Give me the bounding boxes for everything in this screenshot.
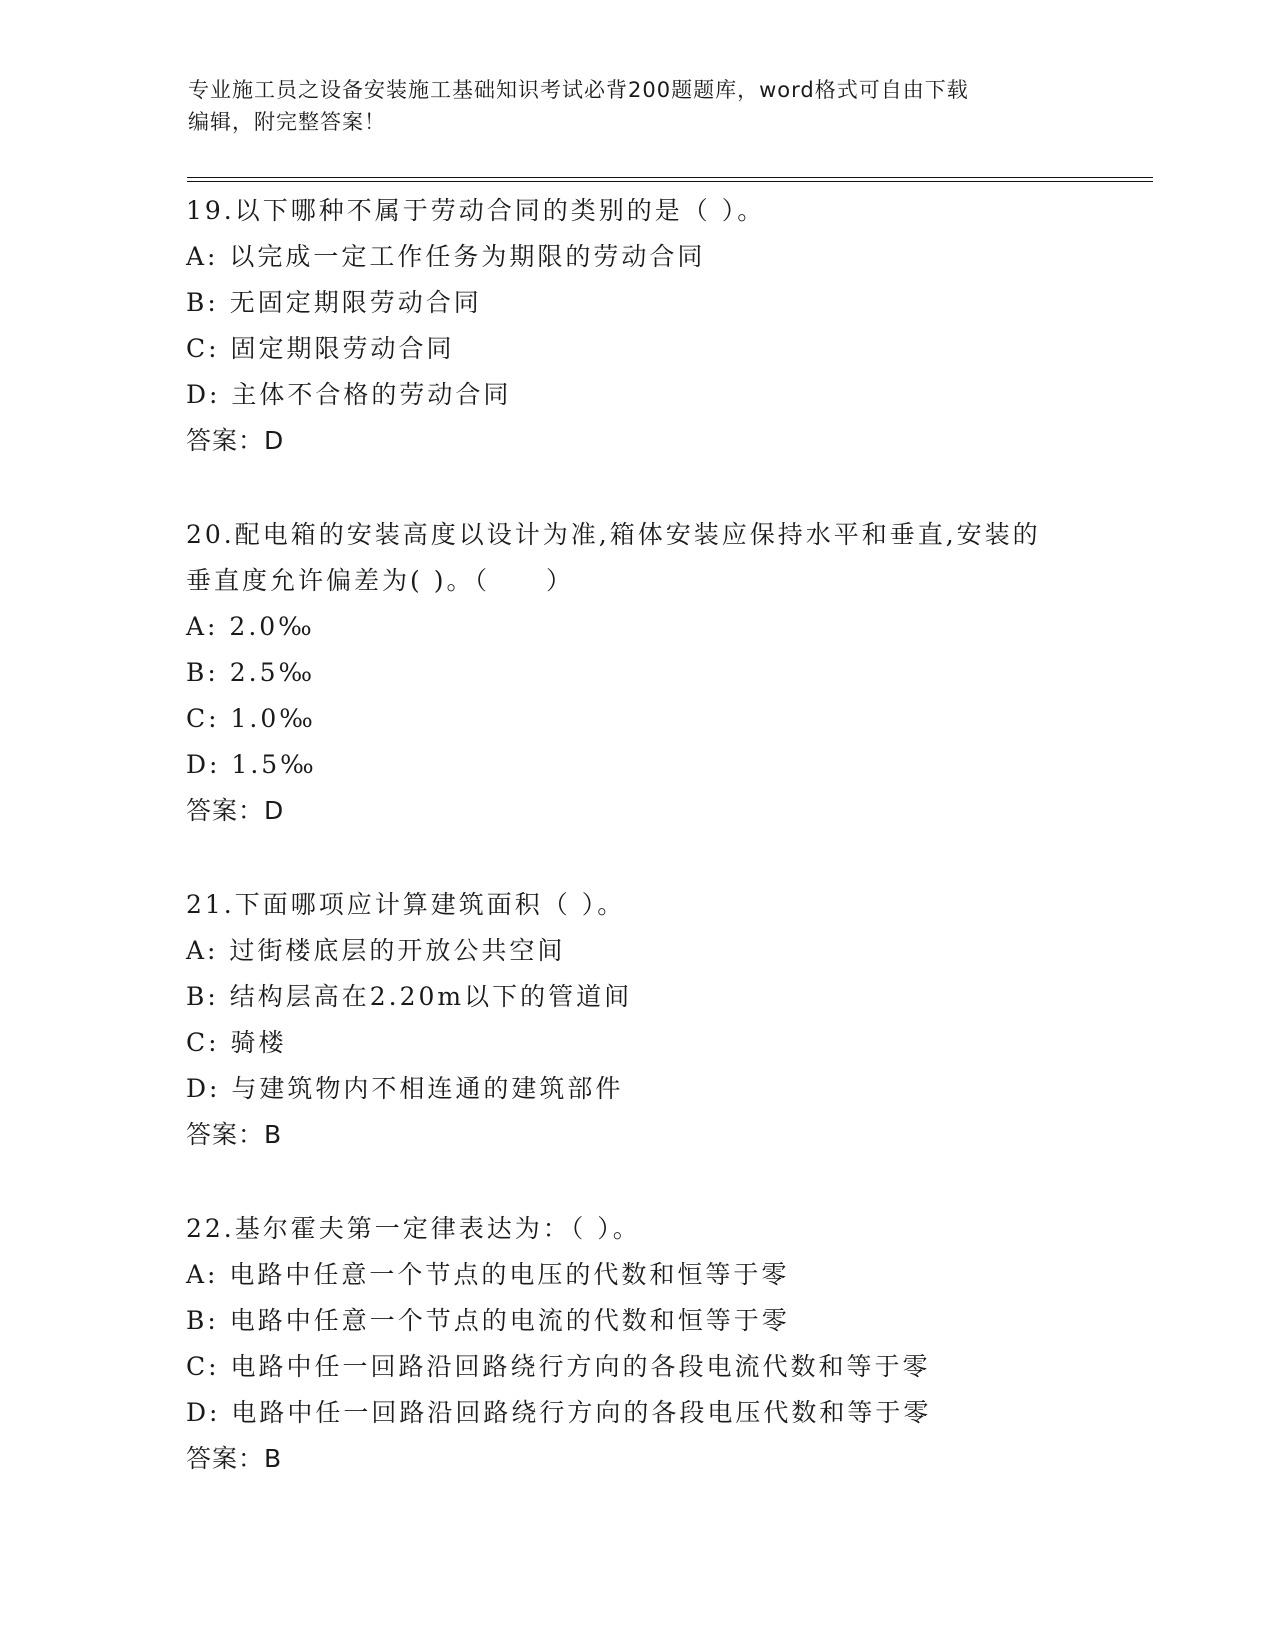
option-c: C: 固定期限劳动合同 (186, 334, 455, 363)
option-b: B: 2.5‰ (186, 658, 316, 687)
question-text: 21.下面哪项应计算建筑面积（ ）。 (186, 890, 626, 919)
option-d: D: 1.5‰ (186, 750, 317, 779)
option-c: C: 电路中任一回路沿回路绕行方向的各段电流代数和等于零 (186, 1352, 931, 1381)
option-d: D: 主体不合格的劳动合同 (186, 380, 512, 409)
option-a: A: 过街楼底层的开放公共空间 (186, 936, 566, 965)
question-21 (186, 882, 1186, 1158)
option-c: C: 骑楼 (186, 1028, 287, 1057)
question-list (186, 188, 1186, 1530)
answer: 答案：D (186, 796, 285, 825)
question-text: 19.以下哪种不属于劳动合同的类别的是（ ）。 (186, 196, 766, 225)
option-c: C: 1.0‰ (186, 704, 316, 733)
header-title-line-2: 编辑，附完整答案！ (188, 110, 386, 134)
question-text-continued: 垂直度允许偏差为( )。（ ） (186, 566, 574, 595)
question-22 (186, 1206, 1186, 1482)
question-19 (186, 188, 1186, 464)
option-d: D: 电路中任一回路沿回路绕行方向的各段电压代数和等于零 (186, 1398, 932, 1427)
answer: 答案：D (186, 426, 285, 455)
header-divider (187, 177, 1153, 182)
answer: 答案：B (186, 1120, 283, 1149)
option-b: B: 结构层高在2.20m以下的管道间 (186, 982, 633, 1011)
option-d: D: 与建筑物内不相连通的建筑部件 (186, 1074, 624, 1103)
option-b: B: 无固定期限劳动合同 (186, 288, 482, 317)
question-20 (186, 512, 1186, 834)
document-header (188, 74, 1088, 138)
option-a: A: 2.0‰ (186, 612, 315, 641)
header-title-line-1: 专业施工员之设备安装施工基础知识考试必背200题题库，word格式可自由下载 (188, 78, 969, 102)
question-text: 20.配电箱的安装高度以设计为准,箱体安装应保持水平和垂直,安装的 (186, 520, 1041, 549)
question-text: 22.基尔霍夫第一定律表达为：（ ）。 (186, 1214, 641, 1243)
option-a: A: 以完成一定工作任务为期限的劳动合同 (186, 242, 706, 271)
option-a: A: 电路中任意一个节点的电压的代数和恒等于零 (186, 1260, 790, 1289)
answer: 答案：B (186, 1444, 283, 1473)
option-b: B: 电路中任意一个节点的电流的代数和恒等于零 (186, 1306, 790, 1335)
